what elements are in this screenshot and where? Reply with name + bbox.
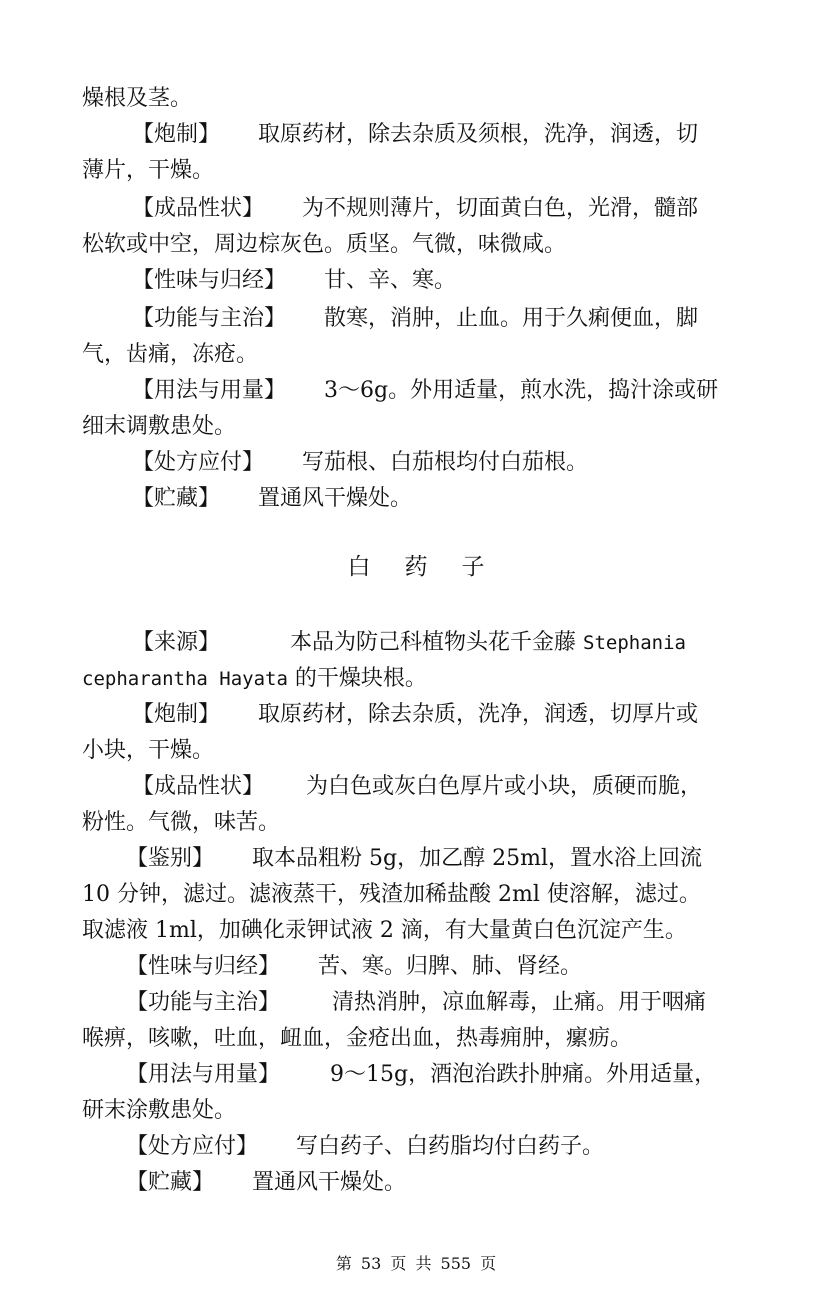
prev-processing-line1 bbox=[82, 118, 752, 152]
processing-line2: 小块，干燥。 bbox=[82, 738, 215, 763]
section-tag: 【功能与主治】 bbox=[126, 990, 281, 1015]
section-text: 置通风干燥处。 bbox=[258, 486, 413, 511]
prev-prescription-line bbox=[82, 446, 752, 480]
section-text: 9～15g，酒泡治跌扑肿痛。外用适量， bbox=[330, 1062, 717, 1087]
section-text: 写白药子、白药脂均付白药子。 bbox=[296, 1134, 605, 1159]
prev-processing-line2: 薄片，干燥。 bbox=[82, 158, 215, 183]
section-text: 置通风干燥处。 bbox=[252, 1170, 407, 1195]
section-text: 取原药材，除去杂质，洗净，润透，切厚片或 bbox=[258, 702, 699, 727]
identification-line2: 10 分钟，滤过。滤液蒸干，残渣加稀盐酸 2ml 使溶解，滤过。 bbox=[82, 882, 701, 907]
section-text: 苦、寒。归脾、肺、肾经。 bbox=[318, 954, 583, 979]
section-tag: 【性味与归经】 bbox=[132, 268, 287, 293]
source-line2 bbox=[82, 662, 752, 696]
page-footer: 第 53 页 共 555 页 bbox=[335, 1254, 497, 1273]
section-text: 为不规则薄片，切面黄白色，光滑，髓部 bbox=[302, 196, 699, 221]
prev-traits-line1 bbox=[82, 192, 752, 226]
section-tag: 【贮藏】 bbox=[132, 486, 221, 511]
section-text: 取本品粗粉 5g，加乙醇 25ml，置水浴上回流 bbox=[252, 846, 702, 871]
prev-nature-line bbox=[82, 264, 752, 298]
usage-line1 bbox=[82, 1058, 752, 1092]
section-tag: 【鉴别】 bbox=[126, 846, 215, 871]
section-text: 写茄根、白茄根均付白茄根。 bbox=[302, 450, 589, 475]
usage-line2: 研末涂敷患处。 bbox=[82, 1098, 237, 1123]
traits-line2: 粉性。气微，味苦。 bbox=[82, 810, 281, 835]
section-text: 清热消肿，凉血解毒，止痛。用于咽痛 bbox=[332, 990, 707, 1015]
latin-species: cepharantha Hayata bbox=[82, 668, 288, 690]
section-tag: 【成品性状】 bbox=[132, 774, 265, 799]
prev-function-line2: 气，齿痛，冻疮。 bbox=[82, 342, 259, 367]
prev-traits-line2: 松软或中空，周边棕灰色。质坚。气微，味微咸。 bbox=[82, 232, 567, 257]
storage-line bbox=[82, 1166, 752, 1200]
section-tag: 【功能与主治】 bbox=[132, 306, 287, 331]
prev-storage-line bbox=[82, 482, 752, 516]
traits-line1 bbox=[82, 770, 752, 804]
section-tag: 【用法与用量】 bbox=[132, 378, 287, 403]
section-tag: 【炮制】 bbox=[132, 702, 221, 727]
section-tag: 【炮制】 bbox=[132, 122, 221, 147]
section-tag: 【性味与归经】 bbox=[126, 954, 281, 979]
prev-usage-line1 bbox=[82, 374, 752, 408]
prev-origin-tail: 燥根及茎。 bbox=[82, 86, 193, 111]
entry-title: 白药子 bbox=[347, 554, 519, 580]
section-tag: 【贮藏】 bbox=[126, 1170, 215, 1195]
source-line1 bbox=[82, 626, 752, 660]
section-text: 散寒，消肿，止血。用于久痢便血，脚 bbox=[324, 306, 699, 331]
latin-genus: Stephania bbox=[583, 632, 686, 654]
section-tag: 【处方应付】 bbox=[132, 450, 265, 475]
section-tag: 【处方应付】 bbox=[126, 1134, 259, 1159]
section-tag: 【用法与用量】 bbox=[126, 1062, 281, 1087]
section-text: 为白色或灰白色厚片或小块，质硬而脆， bbox=[306, 774, 703, 799]
section-text: 甘、辛、寒。 bbox=[324, 268, 457, 293]
function-line1 bbox=[82, 986, 752, 1020]
section-text: 3～6g。外用适量，煎水洗，捣汁涂或研 bbox=[324, 378, 719, 403]
identification-line1 bbox=[82, 842, 752, 876]
section-tag: 【成品性状】 bbox=[132, 196, 265, 221]
section-text: 本品为防己科植物头花千金藤 bbox=[290, 630, 577, 655]
section-tag: 【来源】 bbox=[132, 630, 221, 655]
identification-line3: 取滤液 1ml，加碘化汞钾试液 2 滴，有大量黄白色沉淀产生。 bbox=[82, 918, 687, 943]
prev-function-line1 bbox=[82, 302, 752, 336]
function-line2: 喉痹，咳嗽，吐血，衄血，金疮出血，热毒痈肿，瘰疬。 bbox=[82, 1026, 633, 1051]
nature-line bbox=[82, 950, 752, 984]
section-text: 取原药材，除去杂质及须根，洗净，润透，切 bbox=[258, 122, 699, 147]
processing-line1 bbox=[82, 698, 752, 732]
prev-usage-line2: 细末调敷患处。 bbox=[82, 414, 237, 439]
prescription-line bbox=[82, 1130, 752, 1164]
section-text: 的干燥块根。 bbox=[294, 666, 427, 691]
